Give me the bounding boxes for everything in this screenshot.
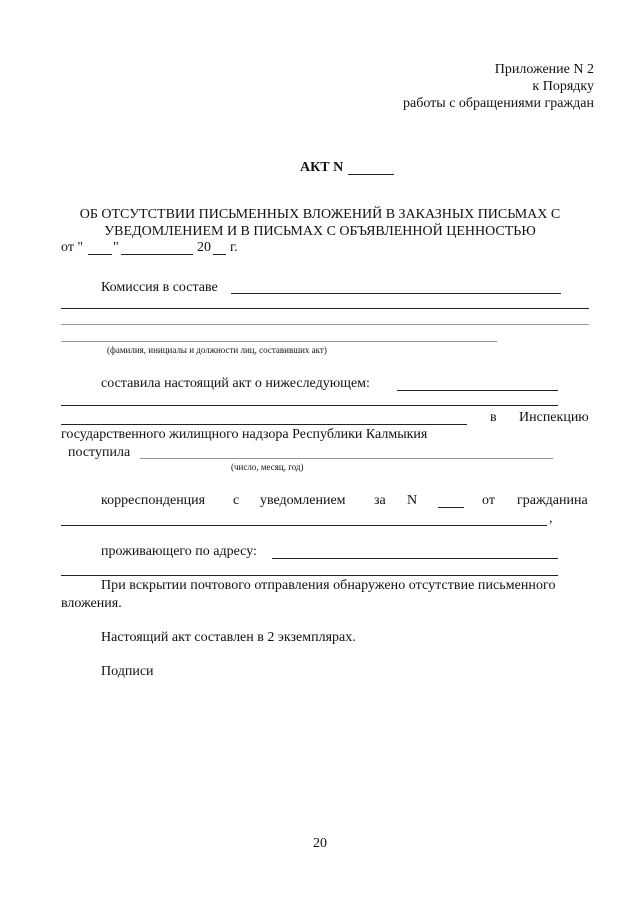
finding-line-1: При вскрытии почтового отправления обнаружено отсутствие письменного (101, 578, 556, 593)
commission-line-4 (61, 341, 497, 342)
inspection-body: государственного жилищного надзора Республики Калмыкия (61, 427, 428, 442)
date-year-prefix: 20 (197, 240, 211, 255)
commission-line-1 (231, 293, 561, 294)
commission-hint: (фамилия, инициалы и должности лиц, составивших акт) (107, 345, 327, 355)
annex-line-3: работы с обращениями граждан (403, 96, 594, 111)
corr-word-1: корреспонденция (101, 493, 206, 508)
address-line-1 (272, 558, 558, 559)
corr-word-2: с (233, 493, 240, 508)
commission-line-2 (61, 308, 589, 309)
citizen-comma: , (549, 511, 553, 526)
finding-line-2: вложения. (61, 596, 122, 611)
date-year-suffix: г. (230, 240, 238, 255)
address-label: проживающего по адресу: (101, 544, 257, 559)
date-quote-close: " (113, 240, 119, 255)
copies-note: Настоящий акт составлен в 2 экземплярах. (101, 630, 356, 645)
commission-line-3 (61, 324, 589, 325)
compiled-line-1 (397, 390, 558, 391)
received-date-line (140, 458, 553, 459)
date-day-line (88, 254, 112, 255)
address-line-2 (61, 575, 558, 576)
compiled-line-2 (61, 405, 558, 406)
received-date-hint: (число, месяц, год) (231, 462, 304, 472)
act-title: АКТ N (300, 160, 344, 175)
act-number-line (348, 174, 394, 175)
compiled-line-3 (61, 424, 467, 425)
act-subtitle-line-1: ОБ ОТСУТСТВИИ ПИСЬМЕННЫХ ВЛОЖЕНИЙ В ЗАКАЗНЫХ ПИСЬМАХ С (79, 207, 561, 222)
date-month-line (121, 254, 193, 255)
corr-word-7: гражданина (517, 493, 588, 508)
compiled-label: составила настоящий акт о нижеследующем: (101, 376, 370, 391)
corr-word-3: уведомлением (260, 493, 346, 508)
corr-word-6: от (482, 493, 495, 508)
date-from: от " (61, 240, 84, 255)
corr-number-line (438, 507, 464, 508)
act-subtitle-line-2: УВЕДОМЛЕНИЕМ И В ПИСЬМАХ С ОБЪЯВЛЕННОЙ ЦЕННОСТЬЮ (104, 224, 536, 239)
page-number: 20 (313, 836, 327, 851)
signatures-label: Подписи (101, 664, 154, 679)
corr-word-5: N (407, 493, 418, 508)
received-label: поступила (68, 445, 131, 460)
word-inspection: Инспекцию (519, 410, 589, 425)
date-year-line (213, 254, 226, 255)
word-v: в (490, 410, 497, 425)
corr-word-4: за (374, 493, 386, 508)
annex-line-1: Приложение N 2 (494, 62, 594, 77)
commission-label: Комиссия в составе (101, 280, 218, 295)
citizen-line (61, 525, 547, 526)
annex-line-2: к Порядку (532, 79, 594, 94)
